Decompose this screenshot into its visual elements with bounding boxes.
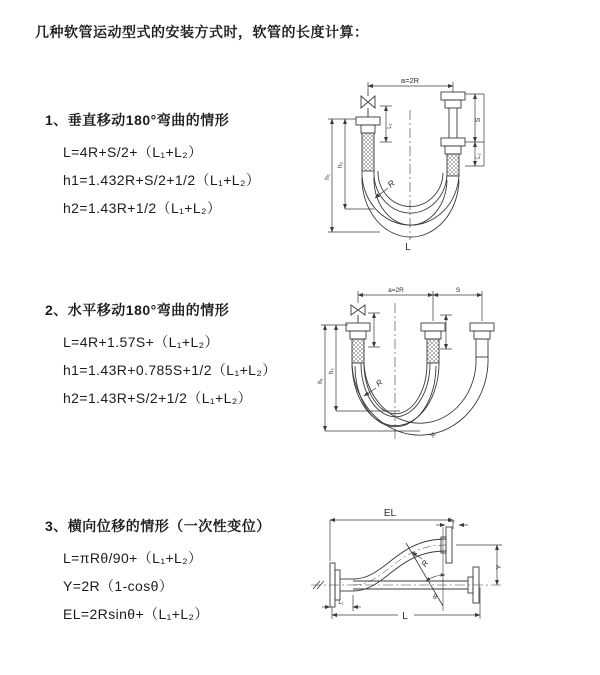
diagram-vertical-180-bend: [318, 62, 588, 257]
formula-line: h1=1.43R+0.785S+1/2（L₁+L₂）: [63, 362, 277, 378]
theta-label: θ: [433, 594, 437, 601]
left-pipe-flange: [346, 323, 370, 363]
right-pipe-flange: [470, 323, 494, 357]
dim-el: [330, 520, 453, 561]
page-title: 几种软管运动型式的安装方式时，软管的长度计算：: [35, 24, 369, 40]
formula-line: L=4R+1.57S+（L₁+L₂）: [63, 334, 219, 350]
section-3: [45, 516, 271, 628]
dim-label-h2: h₂: [337, 161, 344, 169]
dim-a2r-s: [358, 291, 482, 321]
diagram-1-svg: [318, 62, 588, 257]
radius-label: R: [419, 558, 431, 569]
section-3-heading: 3、横向位移的情形（一次性变位）: [45, 518, 271, 534]
diagram-horizontal-180-bend: [312, 283, 592, 468]
valve-icon: [351, 305, 365, 323]
formula-line: L=4R+S/2+（L₁+L₂）: [63, 144, 203, 160]
formula-line: Y=2R（1-cosθ）: [63, 578, 174, 594]
diagram-lateral-displacement: [308, 503, 593, 653]
diagram-2-svg: [312, 283, 592, 468]
dim-fitting-middle: [440, 315, 452, 349]
radius-label: R: [374, 377, 385, 389]
dim-label-l1: L₁: [387, 123, 393, 129]
dim-label-h1: h₁: [318, 378, 324, 384]
formula-line: h2=1.43R+1/2（L₁+L₂）: [63, 200, 222, 216]
s-curve-hose-position2: [353, 539, 446, 591]
section-2-heading: 2、水平移动180°弯曲的情形: [45, 302, 230, 318]
dim-label-y: Y: [496, 564, 503, 570]
dim-label-l2: L₂: [449, 518, 455, 524]
dim-label-a2r: a=2R: [400, 76, 420, 85]
section-1: [45, 110, 260, 222]
middle-pipe-flange: [421, 323, 445, 363]
dim-label-a2r: a=2R: [388, 287, 404, 294]
right-pipe-flanges: [441, 92, 465, 176]
dim-label-s: S: [455, 287, 461, 294]
u-bend-hose-position2: [352, 357, 488, 435]
diagram-3-svg: [308, 503, 593, 653]
center-tick: [430, 432, 436, 438]
length-label: L: [405, 242, 411, 253]
formula-line: h2=1.43R+S/2+1/2（L₁+L₂）: [63, 390, 253, 406]
dim-label-h1: h₁: [324, 174, 331, 180]
formula-line: h1=1.432R+S/2+1/2（L₁+L₂）: [63, 172, 261, 188]
dim-label-l1: L₁: [338, 600, 344, 606]
dim-label-s: S: [475, 117, 482, 123]
section-1-heading: 1、垂直移动180°弯曲的情形: [45, 112, 230, 128]
radius-label: R: [385, 177, 397, 190]
dim-label-h2: h₂: [329, 368, 335, 374]
u-bend-hose: [362, 171, 459, 237]
length-label: L: [402, 611, 408, 622]
dim-label-el: EL: [383, 508, 397, 519]
dim-label-l2: L₂: [476, 153, 482, 159]
formula-line: L=πRθ/90+（L₁+L₂）: [63, 550, 203, 566]
valve-icon: [361, 92, 375, 117]
formula-line: EL=2Rsinθ+（L₁+L₂）: [63, 606, 209, 622]
section-2: [45, 300, 277, 412]
left-pipe-flange: [356, 117, 380, 171]
